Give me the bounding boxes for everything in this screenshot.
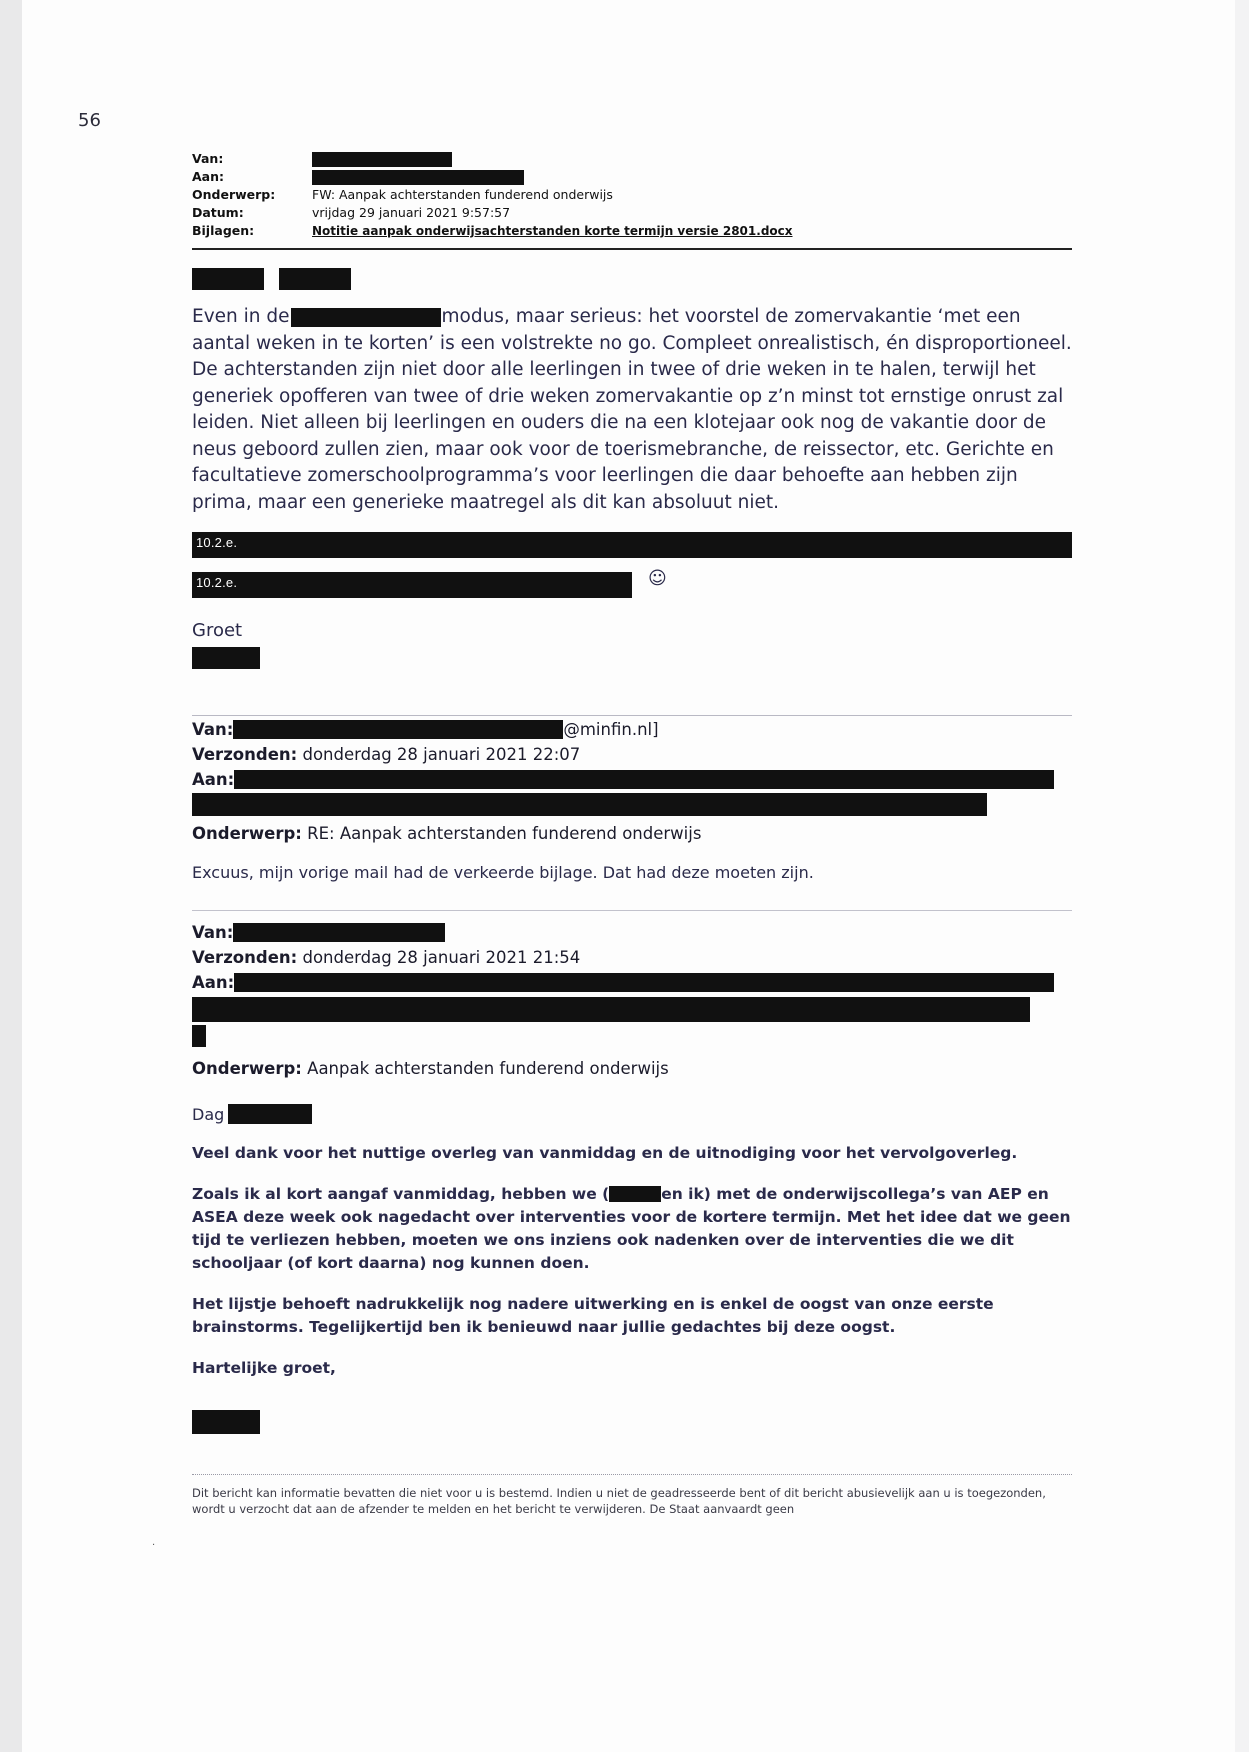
redaction-bar-labeled-2 [192,572,632,598]
header-row-aan [192,168,1072,185]
quoted1-verzonden-label: Verzonden: [192,745,298,764]
redaction-bar [234,973,1054,992]
header-key-onderwerp: Onderwerp: [192,187,276,202]
quoted1-van-line [192,718,1072,741]
redaction-blob-row [192,268,1072,290]
redaction-bar [234,770,1054,789]
quoted1-onderwerp-value: RE: Aanpak achterstanden funderend onderwijs [307,824,702,843]
quoted2-van-line [192,921,1072,944]
redaction-bar [192,997,1030,1022]
redaction-bar [228,1104,312,1124]
quoted-mail-divider-2 [192,910,1072,911]
quoted1-van-label: Van: [192,720,234,739]
quoted2-greeting-text: Dag [192,1105,225,1124]
quoted1-onderwerp-label: Onderwerp: [192,824,302,843]
quoted-mail-2 [192,921,1072,1434]
quoted2-onderwerp-label: Onderwerp: [192,1059,302,1078]
quoted1-onderwerp-line [192,822,1072,845]
quoted1-verzonden-line [192,743,1072,766]
quoted1-aan-line [192,768,1072,791]
scan-edge-right [1235,0,1249,1752]
quoted2-verzonden-value: donderdag 28 januari 2021 21:54 [302,948,581,967]
footer-disclaimer: Dit bericht kan informatie bevatten die niet voor u is bestemd. Indien u niet de geadresseerde bent of dit bericht abusievelijk aan u is toegezonden, wordt u verzocht dat aan de afzender te melden en het bericht te verwijderen. De Staat aanvaardt geen [192,1486,1046,1516]
scan-edge-left [0,0,22,1752]
quoted-mail-1 [192,718,1072,884]
header-key-bijlagen: Bijlagen: [192,223,255,238]
quoted2-paragraph-2b: en ik) met de onderwijscollega’s van AEP en ASEA deze week ook nagedacht over interventies voor de kortere termijn. Met het idee dat we geen tijd te verliezen hebben, moeten we ons inziens ook nadenken over de interventies die we dit schooljaar (of kort daarna) nog kunnen doen. [192,1185,1071,1272]
footer-divider [192,1474,1072,1475]
redaction-bar [192,268,264,290]
redaction-bar [233,923,445,942]
quoted2-paragraph-2a: Zoals ik al kort aangaf vanmiddag, hebben we ( [192,1185,610,1203]
main-paragraph-part2: modus, maar serieus: het voorstel de zomervakantie ‘met een aantal weken in te korten’ is een volstrekte no go. Compleet onrealistisch, én disproportioneel. De achterstanden zijn niet door alle leerlingen in twee of drie weken in te halen, terwijl het generiek opofferen van twee of drie weken zomervakantie op z’n minst tot ernstige onrust zal leiden. Niet alleen bij leerlingen en ouders die na een klotejaar ook nog de vakantie door de neus geboord zullen zien, maar ook voor de toerismebranche, de reissector, etc. Gerichte en facultatieve zomerschoolprogramma’s voor leerlingen die daar behoefte aan hebben zijn prima, maar een generieke maatregel als dit kan absoluut niet. [192,306,1072,513]
redaction-bar-signature [192,647,260,669]
scan-artifact: · [152,1540,156,1551]
redaction-bar-signature-2 [192,1410,260,1434]
header-value-aan [312,168,1072,185]
document-content [192,150,1072,1517]
header-row-van [192,150,1072,167]
main-paragraph [192,304,1072,516]
quoted2-verzonden-line [192,946,1072,969]
redaction-bar [279,268,351,290]
quoted2-verzonden-label: Verzonden: [192,948,298,967]
quoted2-onderwerp-line [192,1059,1072,1078]
header-key-van: Van: [192,151,224,166]
header-value-bijlagen [312,222,1072,240]
redaction-row-2 [192,558,1072,598]
header-key-datum: Datum: [192,205,244,220]
header-row-bijlagen [192,222,1072,240]
redaction-bar [291,308,441,327]
header-value-onderwerp: FW: Aanpak achterstanden funderend onderwijs [312,187,613,202]
quoted2-van-label: Van: [192,923,234,942]
quoted2-paragraph-2 [192,1183,1072,1275]
redaction-bar [312,152,452,167]
redaction-bar [192,1025,206,1047]
quoted1-aan-overflow [192,793,1072,816]
redaction-bar [233,720,563,739]
smiley-icon: ☺ [648,567,667,589]
redaction-bar-labeled-1 [192,532,1072,558]
quoted1-verzonden-value: donderdag 28 januari 2021 22:07 [302,745,581,764]
header-divider [192,248,1072,250]
redaction-bar [192,793,987,816]
email-header [192,150,1072,250]
header-row-onderwerp [192,186,1072,203]
quoted-mail-divider-1 [192,715,1072,716]
redaction-bar [609,1186,661,1202]
closing-greeting: Groet [192,620,243,641]
header-value-datum: vrijdag 29 januari 2021 9:57:57 [312,205,511,220]
quoted1-aan-label: Aan: [192,770,235,789]
quoted2-aan-label: Aan: [192,973,235,992]
redaction-bar [312,170,524,185]
redaction-code-label: 10.2.e. [196,535,238,550]
quoted2-paragraph-3: Het lijstje behoeft nadrukkelijk nog nadere uitwerking en is enkel de oogst van onze eerste brainstorms. Tegelijkertijd ben ik benieuwd naar jullie gedachtes bij deze oogst. [192,1295,994,1336]
redaction-code-label: 10.2.e. [196,575,238,590]
quoted1-van-suffix: @minfin.nl] [563,720,659,739]
quoted2-onderwerp-value: Aanpak achterstanden funderend onderwijs [307,1059,669,1078]
quoted2-paragraph-1: Veel dank voor het nuttige overleg van vanmiddag en de uitnodiging voor het vervolgoverleg. [192,1144,1018,1162]
attachment-link[interactable]: Notitie aanpak onderwijsachterstanden korte termijn versie 2801.docx [312,224,793,238]
main-paragraph-part1: Even in de [192,306,290,327]
header-row-datum [192,204,1072,221]
quoted2-greeting [192,1104,1072,1124]
header-value-van [312,150,1072,167]
quoted2-aan-line [192,971,1072,994]
quoted2-signoff: Hartelijke groet, [192,1359,336,1377]
quoted1-body: Excuus, mijn vorige mail had de verkeerde bijlage. Dat had deze moeten zijn. [192,863,814,882]
page-number: 56 [78,110,101,131]
header-key-aan: Aan: [192,169,225,184]
